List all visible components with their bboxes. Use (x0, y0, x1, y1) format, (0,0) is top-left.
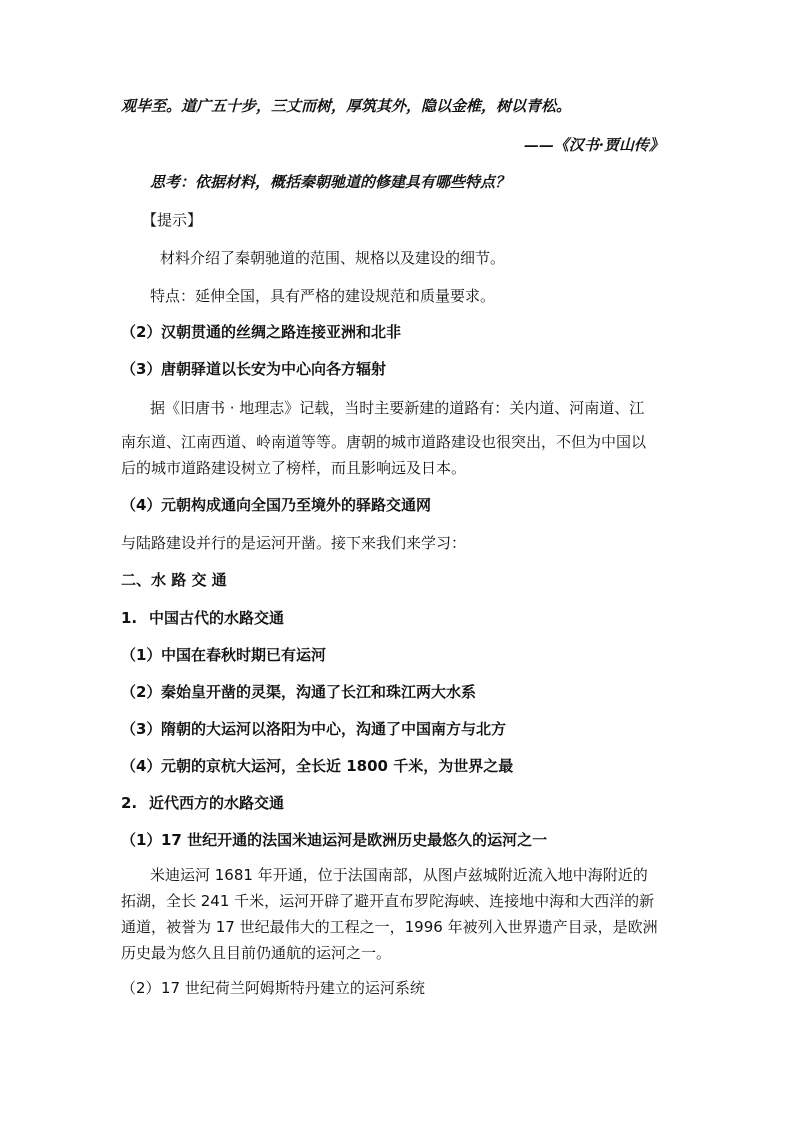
quote-line: 观毕至。道广五十步，三丈而树，厚筑其外，隐以金椎，树以青松。 (121, 97, 572, 115)
item-text: 唐朝驿道以长安为中心向各方辐射 (161, 360, 387, 378)
item-number: （2） (121, 979, 161, 997)
item-text: 元朝的京杭大运河，全长近 1800 千米，为世界之最 (161, 757, 514, 775)
subheading-text: 近代西方的水路交通 (149, 794, 285, 812)
hint-paragraph-1: 材料介绍了秦朝驰道的范围、规格以及建设的细节。 (160, 249, 506, 267)
land-item-2 (121, 322, 401, 342)
item-number: （4） (121, 496, 162, 514)
land-item-3 (121, 359, 386, 379)
tang-paragraph-line-2: 南东道、江南西道、岭南道等等。唐朝的城市道路建设也很突出，不但为中国以 (121, 433, 647, 451)
item-number: （3） (121, 720, 162, 738)
land-item-4 (121, 495, 431, 515)
item-text: 17 世纪开通的法国米迪运河是欧洲历史最悠久的运河之一 (161, 831, 548, 849)
west-item-1 (121, 830, 547, 850)
midi-paragraph-line-3: 通道，被誉为 17 世纪最伟大的工程之一，1996 年被列入世界遗产目录，是欧洲 (121, 918, 658, 936)
think-question: 思考：依据材料，概括秦朝驰道的修建具有哪些特点？ (150, 173, 511, 191)
water-item-3 (121, 719, 506, 739)
hint-label: 【提示】 (142, 211, 203, 229)
midi-paragraph-line-1: 米迪运河 1681 年开通，位于法国南部，从图卢兹城附近流入地中海附近的 (150, 866, 648, 884)
item-number: （1） (121, 831, 162, 849)
item-number: （4） (121, 757, 162, 775)
hint-paragraph-2: 特点：延伸全国，具有严格的建设规范和质量要求。 (150, 287, 496, 305)
tang-paragraph-line-3: 后的城市道路建设树立了榜样，而且影响远及日本。 (121, 459, 467, 477)
section-heading-water: 二、水 路 交 通 (121, 571, 227, 589)
transition-sentence: 与陆路建设并行的是运河开凿。接下来我们来学习： (121, 534, 467, 552)
subheading-text: 中国古代的水路交通 (149, 609, 285, 627)
item-number: （2） (121, 683, 162, 701)
subheading-ancient-china (121, 608, 284, 628)
item-number: （2） (121, 323, 162, 341)
midi-paragraph-line-4: 历史最为悠久且目前仍通航的运河之一。 (121, 944, 392, 962)
item-number: （1） (121, 646, 162, 664)
item-text: 汉朝贯通的丝绸之路连接亚洲和北非 (161, 323, 402, 341)
water-item-1 (121, 645, 326, 665)
item-text: 17 世纪荷兰阿姆斯特丹建立的运河系统 (161, 979, 425, 997)
midi-paragraph-line-2: 拓湖，全长 241 千米，运河开辟了避开直布罗陀海峡、连接地中海和大西洋的新 (121, 892, 655, 910)
subheading-number: 2. (121, 794, 138, 812)
subheading-number: 1. (121, 609, 138, 627)
subheading-modern-west (121, 793, 284, 813)
water-item-2 (121, 682, 476, 702)
item-text: 元朝构成通向全国乃至境外的驿路交通网 (161, 496, 432, 514)
item-text: 隋朝的大运河以洛阳为中心，沟通了中国南方与北方 (161, 720, 507, 738)
water-item-4 (121, 756, 513, 776)
quote-source: ——《汉书·贾山传》 (523, 136, 664, 154)
tang-paragraph-line-1: 据《旧唐书 · 地理志》记载，当时主要新建的道路有：关内道、河南道、江 (150, 399, 645, 417)
item-text: 秦始皇开凿的灵渠，沟通了长江和珠江两大水系 (161, 683, 477, 701)
item-text: 中国在春秋时期已有运河 (161, 646, 327, 664)
item-number: （3） (121, 360, 162, 378)
west-item-2 (121, 978, 425, 998)
